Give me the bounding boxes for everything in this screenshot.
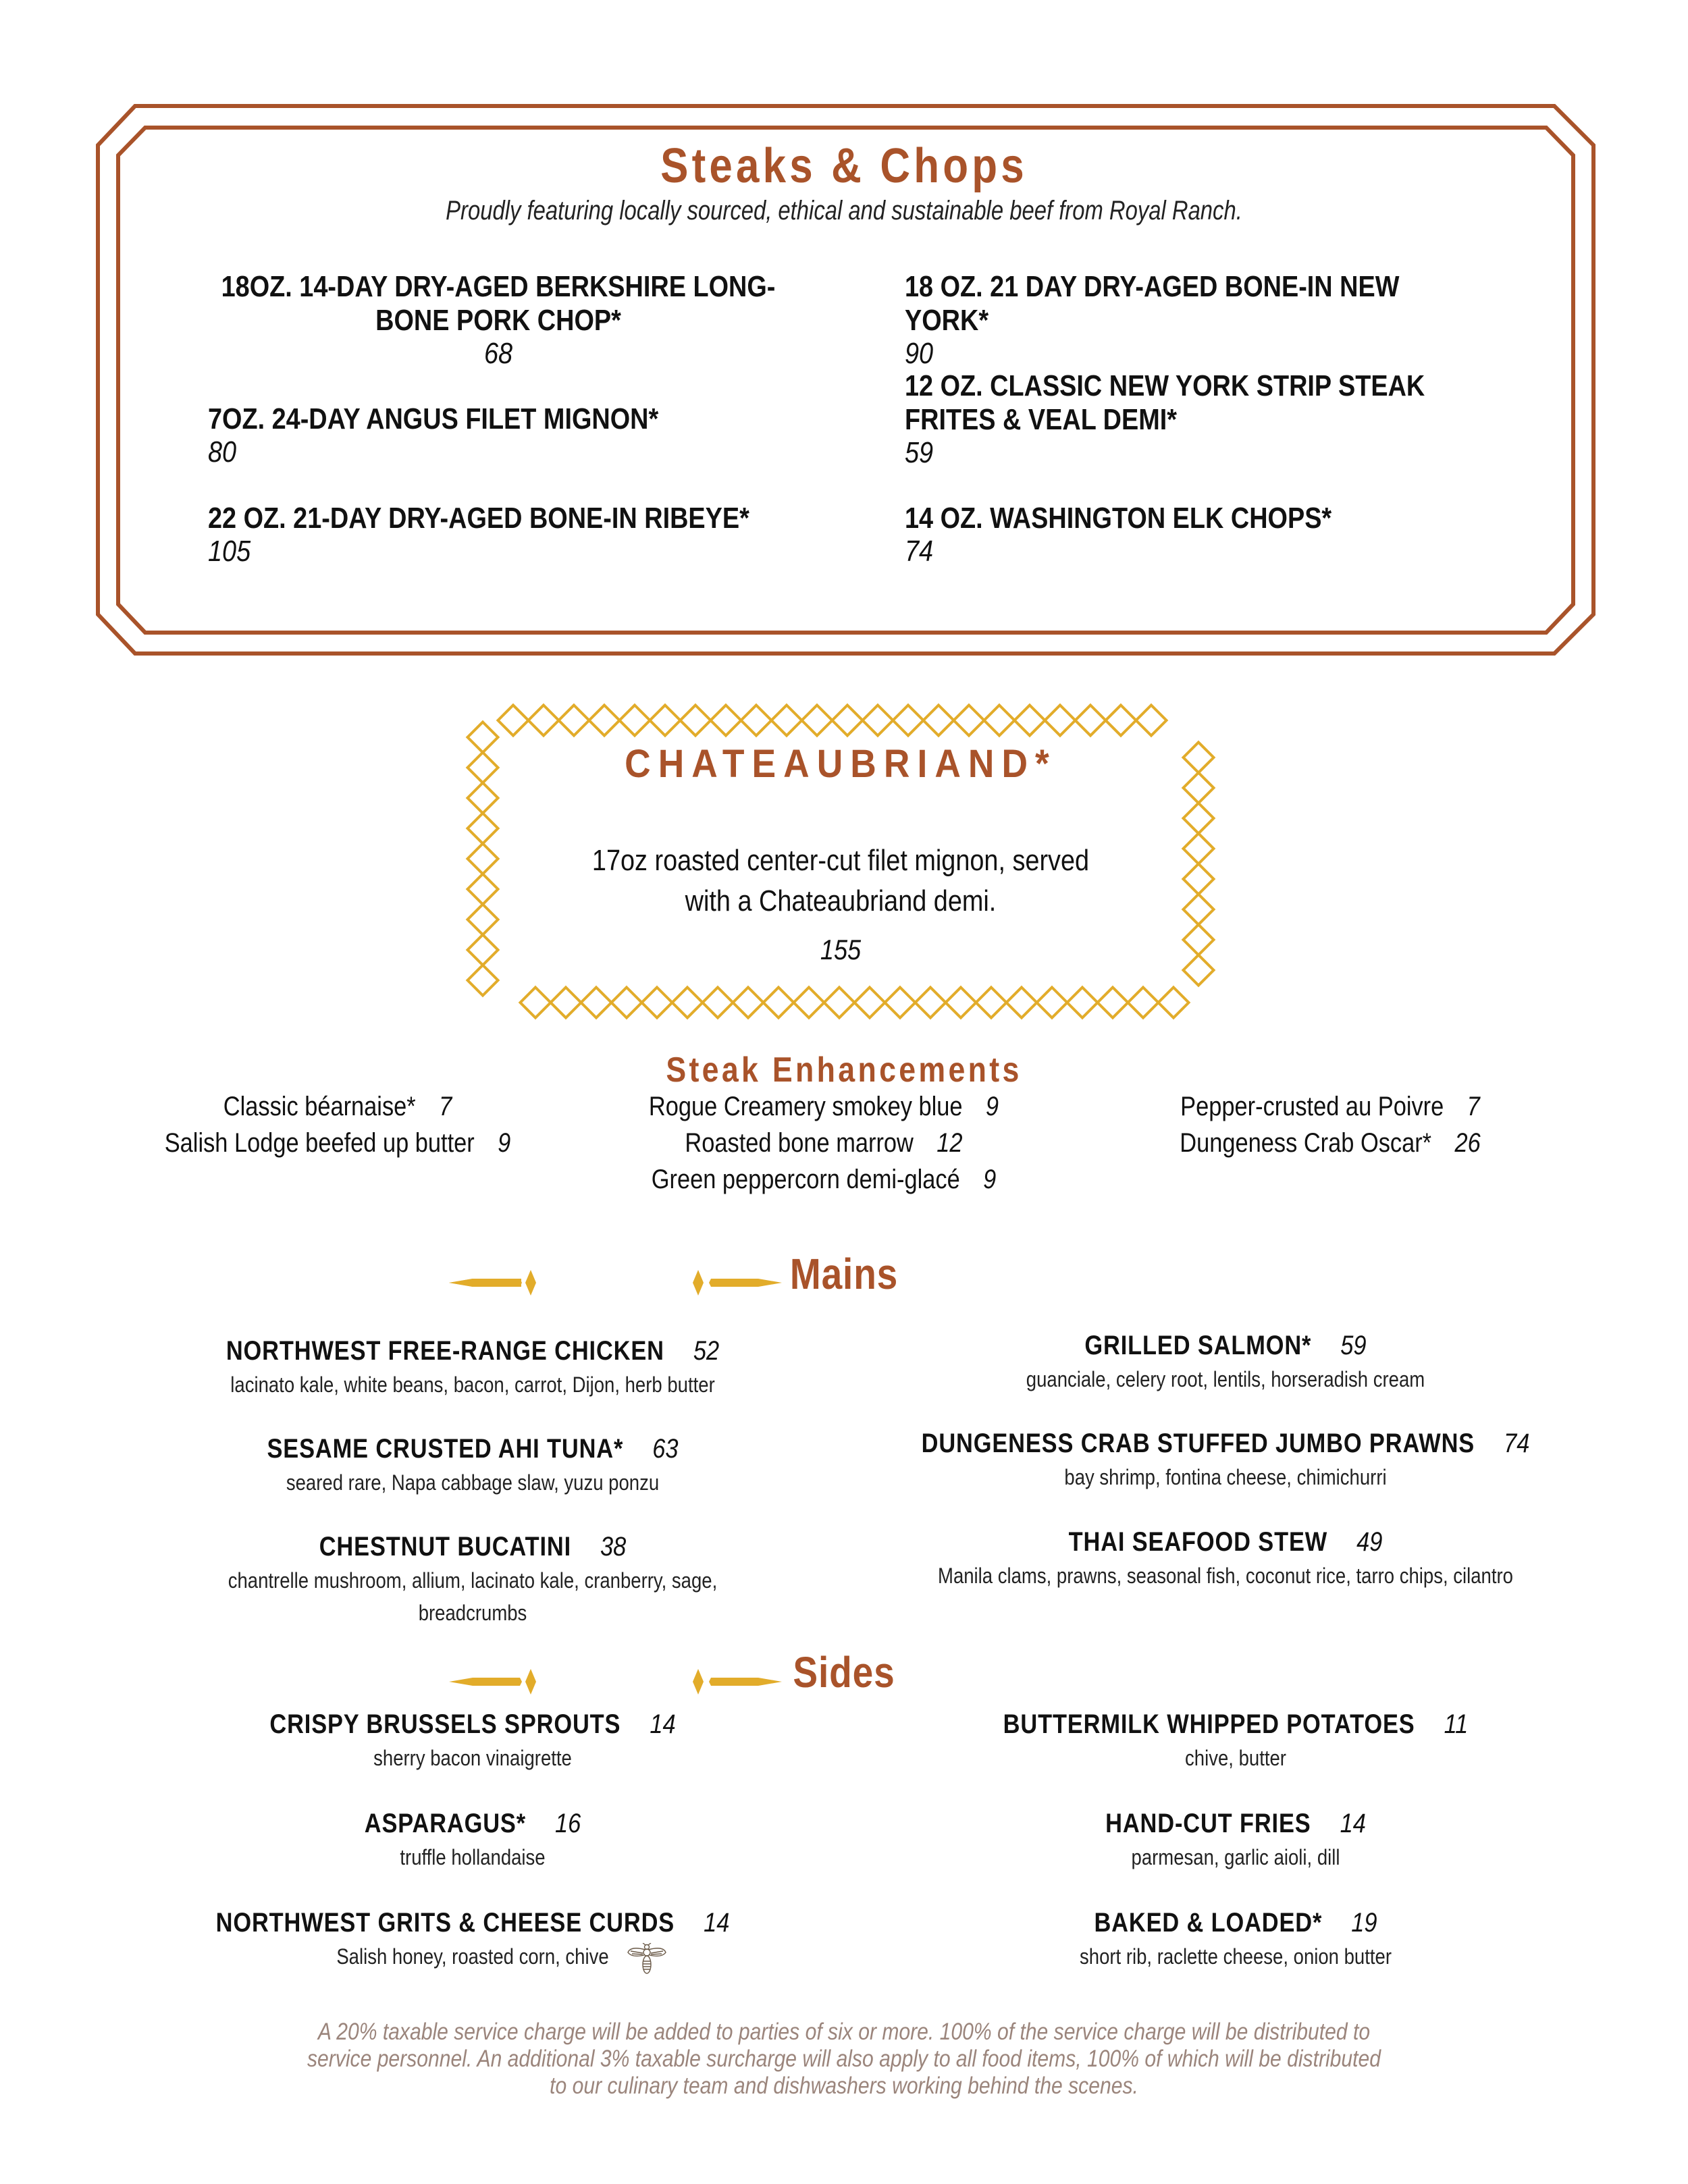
item-price: 52	[693, 1336, 720, 1366]
item-price: 11	[1444, 1709, 1469, 1739]
item-price: 74	[1504, 1429, 1530, 1458]
item-price: 19	[1351, 1908, 1377, 1938]
item-price: 90	[905, 337, 934, 370]
enhancement-name: Green peppercorn demi-glacé	[651, 1165, 960, 1194]
item-description: truffle hollandaise	[400, 1845, 546, 1869]
section-title-mains: Mains	[789, 1250, 899, 1298]
enhancement-price: 9	[983, 1165, 997, 1194]
item-description: seared rare, Napa cabbage slaw, yuzu ponzu	[286, 1470, 660, 1495]
notice-line: A 20% taxable service charge will be added to parties of six or more. 100% of the service charge will be distributed to	[317, 2019, 1371, 2045]
item-price: 14	[704, 1908, 730, 1938]
item-description: short rib, raclette cheese, onion butter	[1080, 1944, 1392, 1969]
item-price: 16	[554, 1809, 581, 1838]
item-price: 59	[905, 436, 934, 469]
item-description: bay shrimp, fontina cheese, chimichurri	[1064, 1465, 1387, 1489]
item-description: parmesan, garlic aioli, dill	[1131, 1845, 1340, 1869]
item-price: 80	[208, 435, 237, 469]
enhancement-price: 12	[937, 1128, 963, 1158]
item-name: 22 OZ. 21-DAY DRY-AGED BONE-IN RIBEYE*	[208, 502, 749, 535]
notice-line: service personnel. An additional 3% taxable surcharge will also apply to all food items, 100% of which will be distributed	[307, 2046, 1381, 2072]
item-name: BUTTERMILK WHIPPED POTATOES	[1003, 1709, 1415, 1739]
item-name: 7OZ. 24-DAY ANGUS FILET MIGNON*	[208, 402, 659, 435]
item-description: guanciale, celery root, lentils, horseradish cream	[1026, 1367, 1425, 1391]
item-name: THAI SEAFOOD STEW	[1068, 1527, 1328, 1557]
enhancement-name: Pepper-crusted au Poivre	[1180, 1092, 1444, 1121]
chateaubriand-title: CHATEAUBRIAND*	[625, 742, 1057, 786]
description-line: 17oz roasted center-cut filet mignon, served	[591, 844, 1090, 877]
bee-icon	[625, 1943, 668, 1975]
item-price: 49	[1356, 1527, 1383, 1557]
item-name: 18OZ. 14-DAY DRY-AGED BERKSHIRE LONG-	[221, 270, 776, 303]
menu-item	[108, 1905, 837, 1973]
menu-item	[108, 1707, 837, 1774]
item-name: NORTHWEST GRITS & CHEESE CURDS	[215, 1908, 675, 1938]
item-price: 14	[650, 1709, 676, 1739]
enhancement-price: 9	[498, 1128, 511, 1158]
section-title-enhancements: Steak Enhancements	[666, 1050, 1022, 1090]
item-description: chantrelle mushroom, allium, lacinato kale, cranberry, sage, breadcrumbs	[228, 1568, 718, 1625]
enhancement-price: 26	[1454, 1128, 1481, 1158]
item-price: 105	[208, 535, 251, 568]
item-name: NORTHWEST FREE-RANGE CHICKEN	[226, 1336, 664, 1366]
enhancement-price: 9	[985, 1092, 999, 1121]
enhancement-name: Rogue Creamery smokey blue	[648, 1092, 963, 1121]
item-name-continued: FRITES & VEAL DEMI*	[905, 403, 1177, 436]
item-description: Manila clams, prawns, seasonal fish, coconut rice, tarro chips, cilantro	[938, 1564, 1513, 1588]
item-description: sherry bacon vinaigrette	[373, 1746, 572, 1770]
menu-item	[878, 1707, 1593, 1774]
item-name: CRISPY BRUSSELS SPROUTS	[269, 1709, 621, 1739]
chateaubriand-price: 155	[820, 934, 862, 965]
enhancement-name: Salish Lodge beefed up butter	[164, 1128, 475, 1158]
menu-item	[878, 1905, 1593, 1973]
item-name: 14 OZ. WASHINGTON ELK CHOPS*	[905, 502, 1332, 535]
item-price: 74	[905, 535, 934, 568]
enhancement-name: Dungeness Crab Oscar*	[1180, 1128, 1432, 1158]
item-description: Salish honey, roasted corn, chive	[336, 1944, 609, 1969]
service-charge-notice	[234, 2019, 1454, 2100]
steaks-chops-subtitle: Proudly featuring locally sourced, ethical and sustainable beef from Royal Ranch.	[446, 196, 1242, 225]
notice-line: to our culinary team and dishwashers working behind the scenes.	[550, 2073, 1138, 2099]
item-description: lacinato kale, white beans, bacon, carrot, Dijon, herb butter	[230, 1373, 715, 1397]
item-price: 68	[483, 337, 513, 370]
item-price: 38	[600, 1532, 627, 1562]
item-price: 63	[652, 1434, 679, 1464]
item-name: ASPARAGUS*	[364, 1809, 526, 1838]
item-name: CHESTNUT BUCATINI	[319, 1532, 571, 1562]
enhancement-price: 7	[439, 1092, 452, 1121]
item-name-continued: BONE PORK CHOP*	[375, 304, 621, 337]
enhancement-name: Roasted bone marrow	[685, 1128, 914, 1158]
item-name: HAND-CUT FRIES	[1105, 1809, 1311, 1838]
enhancement-price: 7	[1467, 1092, 1480, 1121]
item-name: SESAME CRUSTED AHI TUNA*	[267, 1434, 624, 1464]
item-name: DUNGENESS CRAB STUFFED JUMBO PRAWNS	[921, 1429, 1475, 1458]
item-description: chive, butter	[1185, 1746, 1286, 1770]
section-title-steaks-chops: Steaks & Chops	[660, 139, 1028, 193]
item-name: BAKED & LOADED*	[1094, 1908, 1323, 1938]
menu-item	[878, 1806, 1593, 1873]
item-name: GRILLED SALMON*	[1084, 1331, 1312, 1360]
menu-item	[108, 1806, 837, 1873]
item-name: 12 OZ. CLASSIC NEW YORK STRIP STEAK	[905, 369, 1425, 402]
item-price: 59	[1340, 1331, 1367, 1360]
item-price: 14	[1340, 1809, 1366, 1838]
item-name: 18 OZ. 21 DAY DRY-AGED BONE-IN NEW YORK*	[905, 270, 1400, 337]
enhancement-name: Classic béarnaise*	[223, 1092, 416, 1121]
description-line: with a Chateaubriand demi.	[685, 884, 997, 917]
section-title-sides: Sides	[793, 1648, 895, 1697]
